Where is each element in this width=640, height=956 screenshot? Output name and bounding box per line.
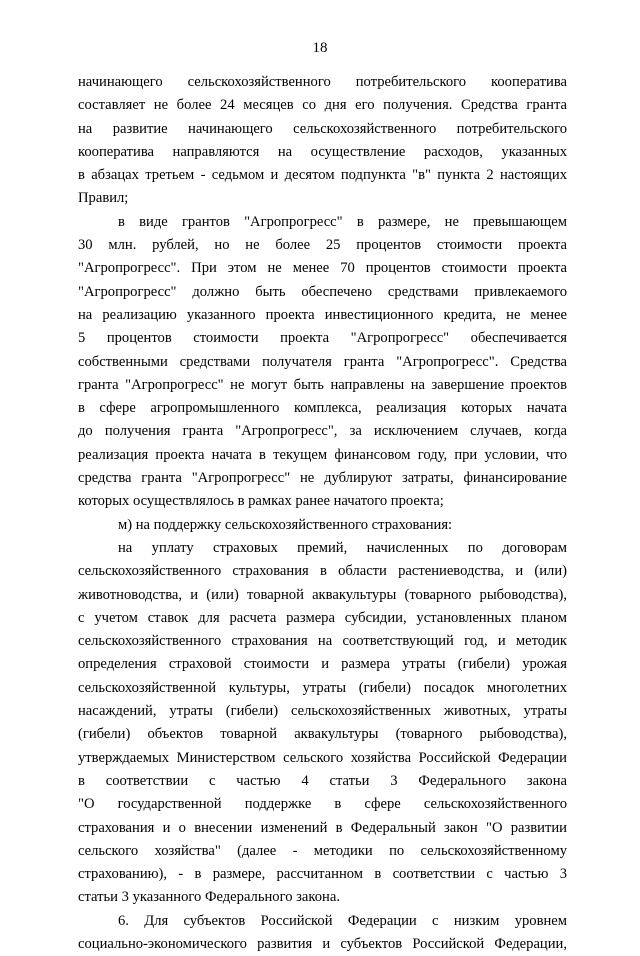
text-line: статьи 3 указанного Федерального закона. (78, 889, 340, 906)
text-line: начинающего сельскохозяйственного потребительского кооператива (78, 74, 567, 90)
text-line: в абзацах третьем - седьмом и десятом подпункта "в" пункта 2 настоящих (78, 167, 567, 184)
text-line: м) на поддержку сельскохозяйственного страхования: (118, 516, 453, 533)
text-line: с учетом ставок для расчета размера субсидии, установленных планом (78, 609, 567, 626)
text-line: определения страховой стоимости и размера утраты (гибели) урожая (78, 656, 567, 673)
text-line: сельскохозяйственной культуры, утраты (гибели) посадок многолетних (78, 679, 567, 696)
text-line: "Агропрогресс". При этом не менее 70 процентов стоимости проекта (78, 260, 567, 277)
document-body (78, 71, 567, 956)
text-line: сельскохозяйственного страхования в области растениеводства, и (или) (78, 563, 567, 580)
text-line: на реализацию указанного проекта инвестиционного кредита, не менее (78, 306, 567, 323)
text-line: животноводства, и (или) товарной аквакультуры (товарного рыбоводства), (78, 586, 567, 603)
text-line: 6. Для субъектов Российской Федерации с низким уровнем (118, 912, 567, 929)
text-line: на уплату страховых премий, начисленных по договорам (118, 539, 567, 556)
text-line: кооператива направляются на осуществление расходов, указанных (78, 143, 567, 160)
text-line: которых осуществлялось в рамках ранее начатого проекта; (78, 493, 444, 510)
text-line: социально-экономического развития и субъектов Российской Федерации, (78, 935, 567, 952)
text-line: до получения гранта "Агропрогресс", за исключением случаев, когда (78, 423, 567, 440)
text-line: сельскохозяйственного страхования на соответствующий год, и методик (78, 633, 567, 650)
text-line: насаждений, утраты (гибели) сельскохозяйственных животных, утраты (78, 703, 567, 720)
text-line: Правил; (78, 190, 129, 207)
text-line: в соответствии с частью 4 статьи 3 Федерального закона (78, 772, 567, 789)
text-line: средства гранта "Агропрогресс" не дублируют затраты, финансирование (78, 470, 567, 487)
page-number: 18 (312, 40, 328, 56)
text-line: "О государственной поддержке в сфере сельскохозяйственного (78, 796, 567, 813)
text-line: (гибели) объектов товарной аквакультуры (товарного рыбоводства), (78, 726, 567, 743)
text-line: реализация проекта начата в текущем финансовом году, при условии, что (78, 446, 567, 463)
text-line: "Агропрогресс" должно быть обеспечено средствами привлекаемого (78, 283, 567, 300)
text-line: в виде грантов "Агропрогресс" в размере, не превышающем (118, 213, 567, 230)
text-line: гранта "Агропрогресс" не могут быть направлены на завершение проектов (78, 376, 567, 393)
text-line: страхованию), - в размере, рассчитанном в соответствии с частью 3 (78, 866, 567, 883)
text-line: собственными средствами получателя гранта "Агропрогресс". Средства (78, 353, 567, 370)
text-line: страхования и о внесении изменений в Федеральный закон "О развитии (78, 819, 567, 836)
text-line: 30 млн. рублей, но не более 25 процентов стоимости проекта (78, 237, 567, 254)
text-line: утверждаемых Министерством сельского хозяйства Российской Федерации (78, 749, 567, 766)
text-line: сельского хозяйства" (далее - методики по сельскохозяйственному (78, 842, 567, 859)
text-line: составляет не более 24 месяцев со дня его получения. Средства гранта (78, 97, 567, 114)
text-line: 5 процентов стоимости проекта "Агропрогресс" обеспечивается (78, 330, 567, 347)
text-line: на развитие начинающего сельскохозяйственного потребительского (78, 120, 567, 137)
text-line: в сфере агропромышленного комплекса, реализация которых начата (78, 400, 567, 417)
